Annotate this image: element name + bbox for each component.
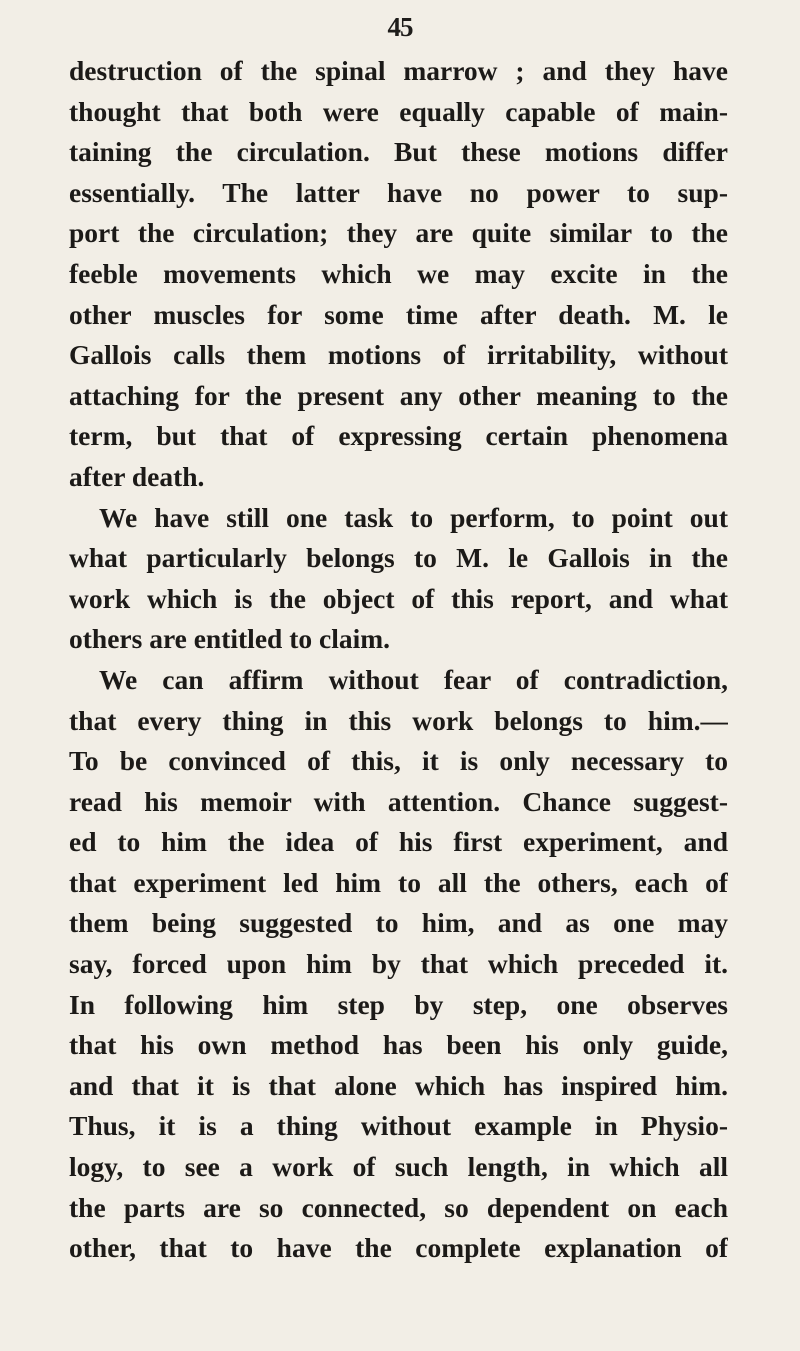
text-line: and that it is that alone which has inspired him. [69, 1069, 728, 1101]
text-line: thought that both were equally capable of main- [69, 95, 728, 127]
text-line: feeble movements which we may excite in the [69, 257, 728, 289]
text-line: other muscles for some time after death. M. le [69, 298, 728, 330]
text-line: In following him step by step, one observes [69, 988, 728, 1020]
text-line: other, that to have the complete explanation of [69, 1232, 728, 1264]
text-line: attaching for the present any other meaning to the [69, 379, 728, 411]
body-text [69, 51, 728, 1269]
text-line: essentially. The latter have no power to sup- [69, 176, 728, 208]
text-line: read his memoir with attention. Chance suggest- [69, 785, 728, 817]
text-line: We have still one task to perform, to point out [99, 501, 728, 533]
text-line: say, forced upon him by that which preceded it. [69, 948, 728, 980]
text-line: taining the circulation. But these motions differ [69, 136, 728, 168]
text-line: Gallois calls them motions of irritability, without [69, 339, 728, 371]
text-line: To be convinced of this, it is only necessary to [69, 745, 728, 777]
page-number: 45 [387, 12, 413, 42]
text-line: Thus, it is a thing without example in Physio- [69, 1110, 728, 1142]
text-line: port the circulation; they are quite similar to the [69, 217, 728, 249]
text-line: after death. [69, 460, 205, 492]
text-line: destruction of the spinal marrow ; and they have [69, 55, 728, 86]
text-line: what particularly belongs to M. le Gallois in the [69, 542, 728, 574]
text-line: ed to him the idea of his first experiment, and [69, 826, 728, 858]
text-line: the parts are so connected, so dependent on each [69, 1191, 728, 1223]
text-line: logy, to see a work of such length, in which all [69, 1151, 728, 1183]
text-line: that his own method has been his only guide, [69, 1029, 728, 1061]
text-line: work which is the object of this report, and what [69, 582, 728, 614]
text-line: term, but that of expressing certain phenomena [69, 420, 728, 452]
text-line: that experiment led him to all the others, each of [69, 866, 728, 898]
text-line: We can affirm without fear of contradiction, [99, 663, 728, 695]
text-line: others are entitled to claim. [69, 623, 391, 655]
text-line: them being suggested to him, and as one may [69, 907, 728, 939]
text-line: that every thing in this work belongs to him.— [69, 704, 728, 736]
